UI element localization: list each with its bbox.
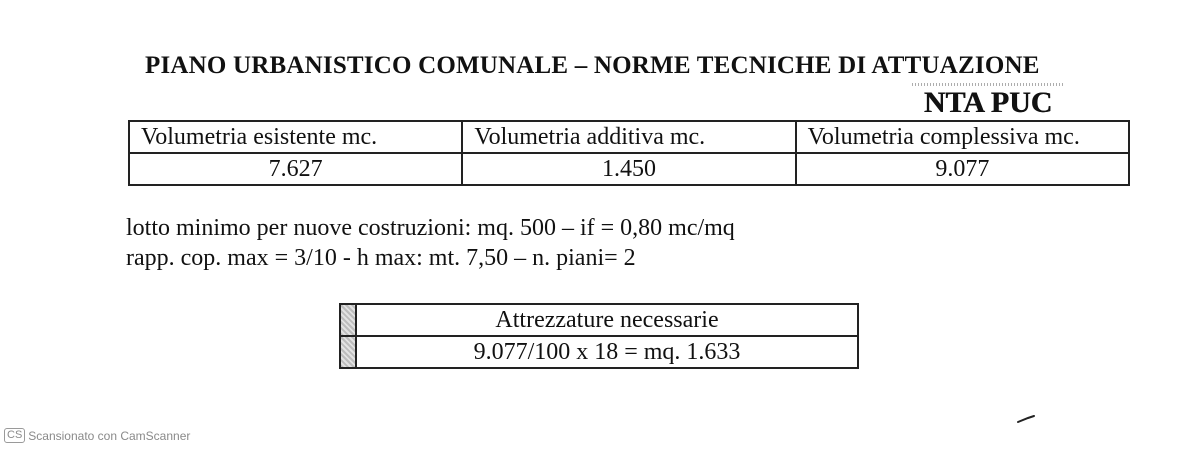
scanner-watermark	[4, 428, 190, 443]
header-cell-existing-volume: Volumetria esistente mc.	[129, 121, 462, 153]
table-row	[129, 153, 1129, 185]
header-cell-additional-volume: Volumetria additiva mc.	[462, 121, 795, 153]
equipment-value-cell: 9.077/100 x 18 = mq. 1.633	[356, 336, 858, 368]
volume-table	[128, 120, 1130, 186]
equipment-table	[339, 303, 859, 369]
watermark-text: Scansionato con CamScanner	[28, 428, 191, 443]
table-header-row	[129, 121, 1129, 153]
shaded-cell	[340, 336, 356, 368]
document-code: NTA PUC	[912, 86, 1064, 120]
note-coverage-height: rapp. cop. max = 3/10 - h max: mt. 7,50 – n. piani= 2	[126, 245, 636, 271]
document-title: PIANO URBANISTICO COMUNALE – NORME TECNICHE DI ATTUAZIONE	[145, 52, 1040, 79]
table-header-row	[340, 304, 858, 336]
note-minimum-lot: lotto minimo per nuove costruzioni: mq. 500 – if = 0,80 mc/mq	[126, 215, 735, 241]
equipment-header-cell: Attrezzature necessarie	[356, 304, 858, 336]
shaded-cell	[340, 304, 356, 336]
value-cell-total-volume: 9.077	[796, 153, 1129, 185]
table-row	[340, 336, 858, 368]
camscanner-logo-icon: CS	[4, 428, 25, 443]
header-cell-total-volume: Volumetria complessiva mc.	[796, 121, 1129, 153]
value-cell-existing-volume: 7.627	[129, 153, 462, 185]
pen-mark-icon	[1016, 414, 1036, 424]
value-cell-additional-volume: 1.450	[462, 153, 795, 185]
